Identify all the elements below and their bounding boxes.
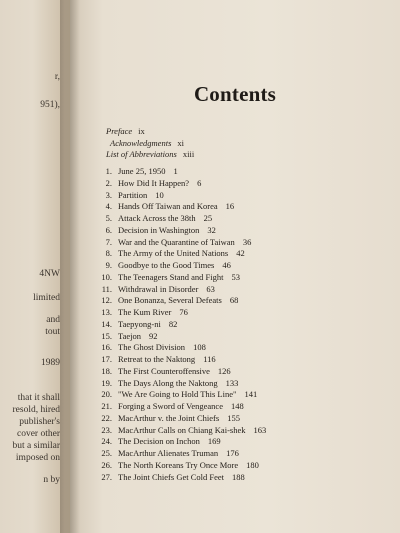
chapter-page: 141 [244,389,258,400]
chapter-title: The Joint Chiefs Get Cold Feet [118,471,225,482]
chapter-title: Withdrawal in Disorder [118,283,199,294]
chapter-page: 116 [203,354,216,364]
chapter-entry [94,378,394,390]
chapter-entry [94,425,394,437]
chapter-title: One Bonanza, Several Defeats [118,295,222,306]
chapter-title: MacArthur v. the Joint Chiefs [118,412,220,423]
chapter-number: 14. [101,318,112,329]
chapter-title: Attack Across the 38th [118,213,196,223]
front-matter-page: xi [177,137,184,148]
chapter-page: 169 [207,436,221,447]
chapter-number: 21. [101,401,112,411]
left-page-fragment: tout [45,327,60,337]
chapter-entry [94,166,394,178]
chapter-number: 10. [101,271,112,282]
chapter-title: How Did It Happen? [118,177,190,188]
chapter-page: 68 [229,295,239,306]
chapter-title: The Ghost Division [118,342,186,353]
chapter-entry [94,319,394,331]
chapter-number: 5. [105,213,112,223]
chapter-number: 6. [105,224,112,235]
front-matter-item-abbreviations [106,149,366,161]
chapter-title: Partition [118,189,148,200]
left-page-fragment: resold, hired [12,405,60,415]
chapter-title: Forging a Sword of Vengeance [118,401,223,411]
left-page-fragment: 4NW [39,269,60,279]
chapter-title: Goodbye to the Good Times [118,260,215,270]
left-page-fragment: 951), [40,100,60,110]
chapter-page: 1 [173,166,178,176]
chapter-number: 1. [105,166,112,176]
chapter-title: "We Are Going to Hold This Line" [118,389,237,400]
chapter-title: The Teenagers Stand and Fight [118,271,224,282]
contents-page [70,0,400,533]
chapter-page: 32 [207,224,216,235]
chapter-number: 2. [105,177,112,188]
chapter-entry [94,366,394,378]
chapter-entry [94,448,394,460]
chapter-page: 108 [193,342,206,353]
left-page-fragment: but a similar [12,441,60,451]
chapter-number: 17. [101,354,112,364]
chapter-number: 16. [101,342,112,353]
chapter-page: 155 [227,412,240,423]
chapter-number: 18. [101,365,112,376]
front-matter-page: xiii [182,149,195,160]
chapter-number: 24. [101,436,112,447]
chapter-entry [94,295,394,307]
chapter-page: 53 [231,271,240,282]
left-page-fragment: n by [43,475,60,485]
chapter-number: 8. [105,248,112,259]
chapter-page: 6 [197,177,202,188]
chapter-page: 92 [149,330,158,341]
chapter-title: Taejon [118,330,142,341]
chapter-title: Taepyong-ni [118,318,161,329]
chapter-title: Hands Off Taiwan and Korea [118,201,218,212]
chapter-number: 7. [105,236,112,247]
chapter-number: 20. [101,389,112,400]
chapter-number: 15. [101,330,112,341]
front-matter-label: List of Abbreviations [106,149,177,160]
chapter-entry [94,178,394,190]
chapter-page: 188 [232,471,245,482]
left-page-fragment: publisher's [19,417,60,427]
chapter-page: 148 [230,401,244,411]
left-page-fragment: r, [54,72,60,82]
chapter-number: 9. [105,260,112,270]
chapter-number: 11. [101,283,112,294]
chapter-page: 42 [236,248,245,259]
chapter-title: The Days Along the Naktong [118,377,218,388]
chapter-number: 4. [105,201,112,212]
chapter-entry [94,413,394,425]
chapter-page: 10 [155,189,164,200]
chapter-entry [94,237,394,249]
chapter-list [94,166,394,483]
chapter-entry [94,342,394,354]
chapter-entry [94,225,394,237]
chapter-title: The First Counteroffensive [118,365,210,376]
chapter-entry [94,248,394,260]
chapter-entry [94,354,394,366]
chapter-title: Decision in Washington [118,224,200,235]
chapter-entry [94,472,394,484]
chapter-page: 63 [206,283,215,294]
left-page-fragment: and [46,315,60,325]
chapter-entry [94,272,394,284]
chapter-number: 3. [105,189,112,200]
chapter-title: MacArthur Calls on Chiang Kai-shek [118,424,246,435]
chapter-title: War and the Quarantine of Taiwan [118,236,235,247]
front-matter-item-acknowledgments [106,138,366,150]
chapter-entry [94,190,394,202]
chapter-title: The Kum River [118,307,172,317]
chapter-page: 163 [253,424,267,435]
left-page-fragment: cover other [17,429,60,439]
chapter-title: The Army of the United Nations [118,248,229,259]
chapter-page: 176 [226,448,239,458]
chapter-title: The North Koreans Try Once More [118,459,239,470]
chapter-entry [94,331,394,343]
chapter-page: 46 [222,260,231,270]
chapter-number: 19. [101,377,112,388]
chapter-page: 82 [168,318,178,329]
chapter-entry [94,460,394,472]
chapter-entry [94,284,394,296]
left-page-fragment: limited [33,293,60,303]
page-title: Contents [193,82,277,106]
chapter-entry [94,260,394,272]
front-matter-label: Preface [106,126,133,136]
chapter-number: 12. [101,295,112,306]
left-page-fragment: 1989 [41,358,60,368]
front-matter-page: ix [138,126,145,136]
chapter-number: 23. [101,424,112,435]
chapter-entry [94,436,394,448]
chapter-number: 26. [101,459,112,470]
chapter-number: 22. [101,412,112,423]
chapter-page: 76 [179,307,188,317]
chapter-title: MacArthur Alienates Truman [118,448,219,458]
front-matter-list [106,126,366,161]
chapter-entry [94,389,394,401]
chapter-page: 126 [217,365,231,376]
chapter-entry [94,213,394,225]
chapter-page: 25 [203,213,213,223]
front-matter-item-preface [106,126,366,138]
chapter-page: 16 [225,201,235,212]
chapter-page: 133 [225,377,239,388]
left-page-fragment: imposed on [15,453,60,463]
chapter-title: Retreat to the Naktong [118,354,196,364]
chapter-number: 27. [101,471,112,482]
chapter-entry [94,401,394,413]
chapter-title: June 25, 1950 [118,166,166,176]
chapter-number: 25. [101,448,112,458]
chapter-number: 13. [101,307,112,317]
left-page-fragment: that it shall [17,393,60,403]
page-shadow [70,0,80,533]
chapter-entry [94,307,394,319]
chapter-page: 180 [246,459,259,470]
chapter-title: The Decision on Inchon [118,436,200,447]
chapter-page: 36 [242,236,252,247]
front-matter-label: Acknowledgments [110,137,172,148]
chapter-entry [94,201,394,213]
